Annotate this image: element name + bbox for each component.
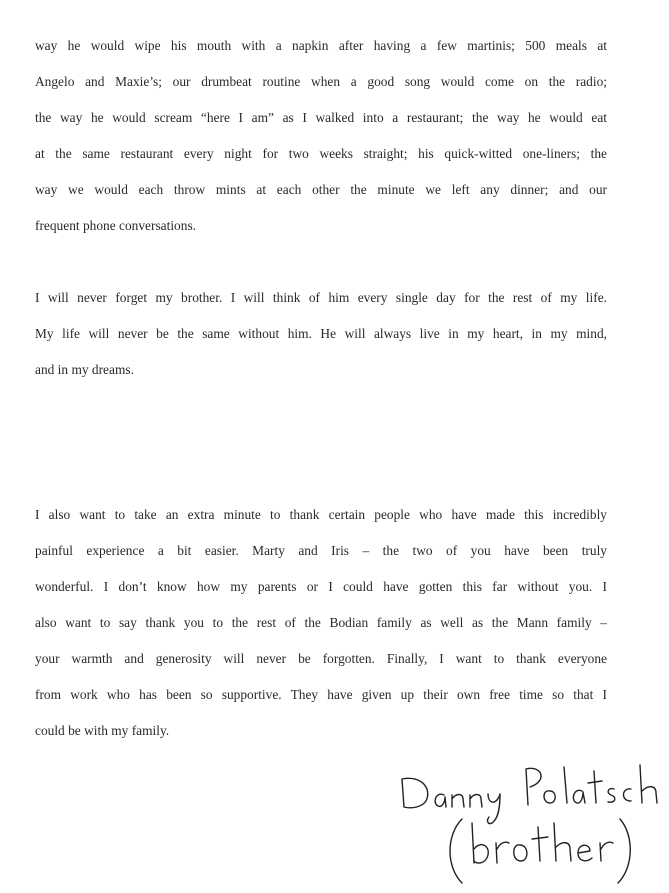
text-line: at the same restaurant every night for two weeks straight; his quick-witted one-liners; the bbox=[35, 146, 607, 161]
text-line: My life will never be the same without him. He will always live in my heart, in my mind, bbox=[35, 326, 607, 341]
text-line: also want to say thank you to the rest of the Bodian family as well as the Mann family – bbox=[35, 615, 607, 630]
text-line: the way he would scream “here I am” as I walked into a restaurant; the way he would eat bbox=[35, 110, 607, 125]
text-line: your warmth and generosity will never be forgotten. Finally, I want to thank everyone bbox=[35, 651, 607, 666]
text-line: I also want to take an extra minute to thank certain people who have made this incredibly bbox=[35, 507, 607, 522]
text-line: wonderful. I don’t know how my parents or I could have gotten this far without you. I bbox=[35, 579, 607, 594]
handwritten-signature bbox=[396, 757, 669, 893]
text-line: and in my dreams. bbox=[35, 362, 134, 377]
paragraph-thanks bbox=[35, 497, 607, 749]
text-line: way he would wipe his mouth with a napkin after having a few martinis; 500 meals at bbox=[35, 38, 607, 53]
text-line: painful experience a bit easier. Marty and Iris – the two of you have been truly bbox=[35, 543, 607, 558]
text-line: I will never forget my brother. I will think of him every single day for the rest of my life. bbox=[35, 290, 607, 305]
text-line: from work who has been so supportive. They have given up their own free time so that I bbox=[35, 687, 607, 702]
text-line: way we would each throw mints at each other the minute we left any dinner; and our bbox=[35, 182, 607, 197]
paragraph-memories bbox=[35, 28, 607, 244]
text-line: frequent phone conversations. bbox=[35, 218, 197, 233]
text-line: could be with my family. bbox=[35, 723, 170, 738]
text-line: Angelo and Maxie’s; our drumbeat routine when a good song would come on the radio; bbox=[35, 74, 607, 89]
paragraph-never-forget bbox=[35, 280, 607, 388]
